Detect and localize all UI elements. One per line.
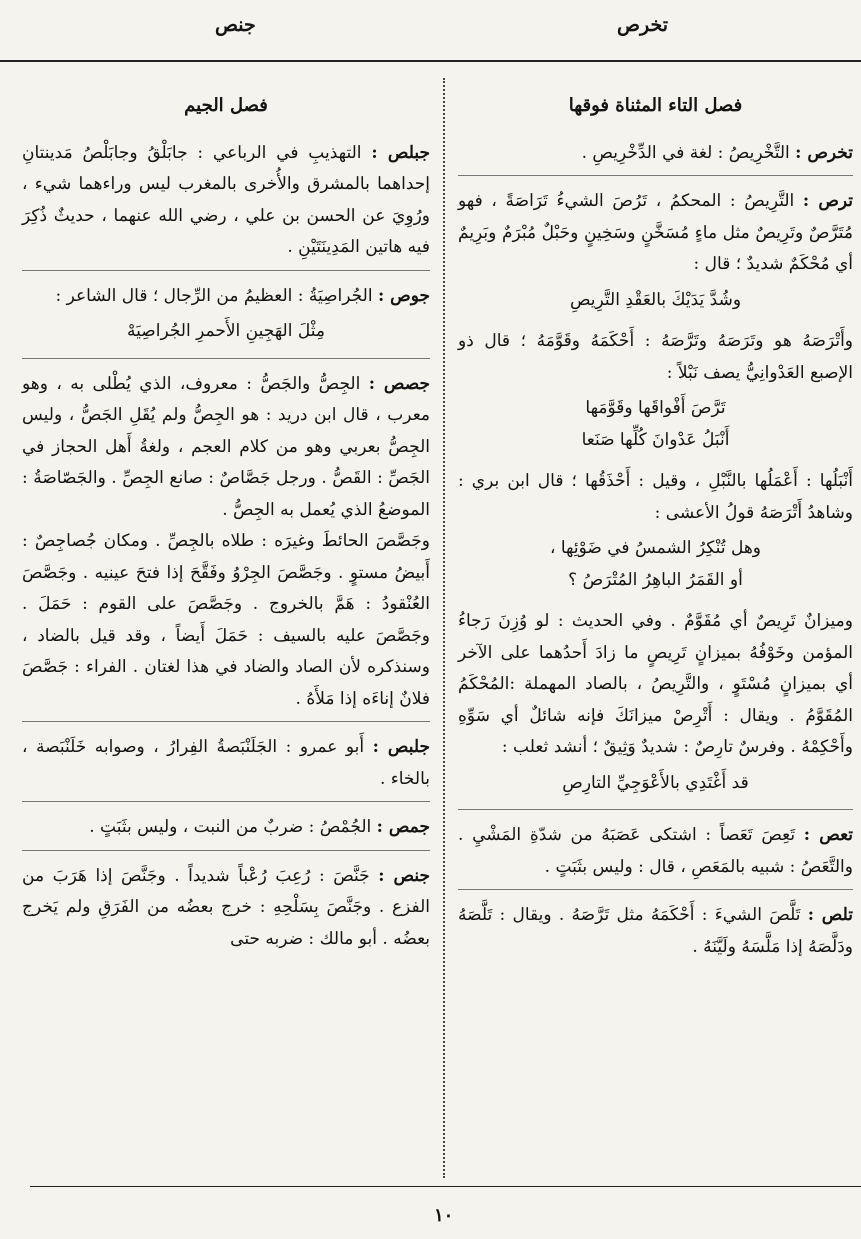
headword: تلص : [807,905,853,925]
headword: جلبص : [372,737,430,757]
page-number: ١٠ [434,1205,454,1226]
entry-text: أَنْبَلُها : أَعْمَلُها بالنَّبْلِ ، وقيل : أَحْذَقُها ؛ قال ابن بري : وشاهدُ أَتْرَصَهُ قولُ الأعشى : [458,471,853,523]
verse [458,768,853,800]
entry-text: الجِصُّ والجَصُّ : معروف، الذي يُطْلى به ، وهو معرب ، قال ابن دريد : هو الجِصُّ ولم يُقَلِ الجَصُّ ، وليس الجِصُّ بعربي وهو من كلام العجم ، ولغةُ أَهل الحجاز في الجَصِّ : القَصُّ . ورجل جَصَّاصٌ : صانع الجِصِّ . والجَصّاصَةُ : الموضعُ الذي يُعمل به الجِصُّ . [22,373,430,520]
left-column [22,88,430,965]
entry-text: تَعِصَ تَعَصاً : اشتكى عَصَبَهُ من شدّةِ المَشْيِ . والتَّعَصُ : شبيه بالمَعَصِ ، قال : وليس بثَبَتٍ . [458,825,853,877]
entry-jalabas [22,732,430,802]
verse-line: أَنْبَلُ عَدْوانَ كُلِّها صَنَعا [581,429,730,450]
section-title: فصل التاء المثناة فوقها [568,95,743,116]
entry-janas [22,861,430,956]
entry-text: الجُمْصُ : ضربٌ من النبت ، وليس بثَبَتٍ . [89,817,372,837]
section-title: فصل الجيم [184,95,268,116]
column-divider [443,78,445,1178]
headword: تخرص : [795,142,853,163]
entry-jams [22,812,430,851]
verse [22,316,430,348]
entry-text: وميزانٌ تَرِيصٌ أي مُقَوَّمٌ . وفي الحديث : لو وُزِنَ رَجاءُ المؤمن وخَوْفُهُ بميزانٍ تَرِيصٍ ما زادَ أَحدُهما على الآخر أي بميزانٍ مُسْتَوٍ ، والتَّرِيصُ ، بالصاد المهملة :المُحْكَمُ المُقَوَّمُ . ويقال : أَتْرِصْ ميزانَكَ فإنه شائلٌ أي سَوِّهِ وأَحْكِمْهُ . وفرسٌ تارِصٌ : شديدٌ وَثِيقٌ ؛ أنشد ثعلب : [458,611,853,757]
entry-jabalas [22,138,430,271]
headword: ترص : [802,191,854,211]
header-left-word: جنص [215,14,256,36]
entry-taras [458,186,853,810]
verse [458,285,853,317]
entry-text: جَنَّصَ : رُعِبَ رُعْباً شديداً . وجَنَّصَ إذا هَرَبَ من الفزع . وجَنَّصَ بِسَلْحِهِ : خرج بعضُه من الفَرَقِ ولم يَخرج بعضُه . أبو مالك : ضربه حتى [22,865,430,949]
verse-line: وهل تُنْكِرُ الشمسُ في ضَوْئِها ، [549,538,761,558]
headword: جصص : [368,373,430,394]
running-header [0,14,861,54]
headword: تعص : [803,825,854,845]
verse-line: أو القَمَرُ الباهِرُ المُتْرَصُ ؟ [568,569,743,590]
verse-line: قد أَغْتَدِي بالأَعْوَجِيِّ التارِصِ [562,772,749,793]
entry-text: التهذيبِ في الرباعي : جابَلْقُ وجابَلْصُ مَدينتانِ إحداهما بالمشرق والأُخرى بالمغرب ليس وراءهما شيء ، ورُوِيَ عن الحسن بن علي ، رضي الله عنهما ، حديثٌ ذُكِرَ فيه هاتين المَدِينَتَيْنِ . [22,142,430,257]
entry-jass [22,369,430,723]
verse [458,393,853,456]
entry-takhras [458,138,853,177]
entry-text: وجَصَّصَ الحائطَ وغيرَه : طلاه بالجِصِّ . ومكان جُصاجِصٌ : أَبيضُ مستوٍ . وجَصَّصَ الجِرْوُ وفَقَّحَ إذا فتحَ عينيه . وجَصَّصَ العُنْقودُ : هَمَّ بالخروج . وجَصَّصَ على القوم : حَمَلَ . وجَصَّصَ عليه بالسيف : حَمَلَ أَيضاً ، وقد قيل بالضاد ، وسنذكره لأن الصاد والضاد في هذا لغتان . الفراء : جَصَّصَ فلانٌ إناءَه إذا مَلأَهُ . [22,531,430,709]
header-right-word: تخرص [617,14,669,36]
headword: جنص : [378,865,430,886]
header-rule [0,60,861,62]
footer-rule [30,1186,861,1187]
entry-text: التَّرِيصُ : المحكمُ ، تَرُصَ الشيءُ تَرَاصَةً ، فهو مُتَرَّصٌ وتَرِيصٌ مثل ماءٍ مُسَخَّنٍ وسَخِينٍ وحَبْلٌ مُبْرَمٌ وبَرِيمٌ أي مُحْكَمٌ شديدٌ ؛ قال : [458,191,853,274]
entry-text: الجُراصِيَةُ : العظيمُ من الرِّجال ؛ قال الشاعر : [55,285,373,306]
entry-talas [458,900,853,963]
headword: جمص : [376,817,430,837]
right-column [458,88,853,973]
headword: جبلص : [371,142,430,163]
verse-line: تَرَّصَ أَفْواقَها وقَوَّمَها [585,398,726,418]
verse-line: مِثْلَ الهَجِينِ الأَحمرِ الجُراصِيَهْ [127,321,325,341]
entry-text: تَلَّصَ الشيءَ : أَحْكَمَهُ مثل تَرَّصَهُ . ويقال : تَلَّصَهُ ودَلَّصَهُ إذا مَلَّسَهُ ولَيَّنَهُ . [458,905,853,957]
verse-line: وشُدَّ يَدَيْكَ بالعَقْدِ التَّرِيصِ [569,289,742,310]
entry-text: وأَتْرَصَهُ هو وتَرَصَهُ وتَرَّصَهُ : أَحْكَمَهُ وقَوَّمَهُ ؛ قال ذو الإصبع العَدْوانِيُّ يصف نَبْلاً : [458,331,853,383]
entry-text: التَّخْرِيصُ : لغة في الدِّخْرِيصِ . [581,142,790,163]
entry-jaws [22,281,430,359]
entry-taas [458,820,853,890]
verse [458,533,853,596]
headword: جوص : [377,285,430,306]
entry-text: أَبو عمرو : الجَلَنْبَصةُ الفِرارُ ، وصوابه خَلَنْبَصة ، بالخاء . [22,737,430,789]
